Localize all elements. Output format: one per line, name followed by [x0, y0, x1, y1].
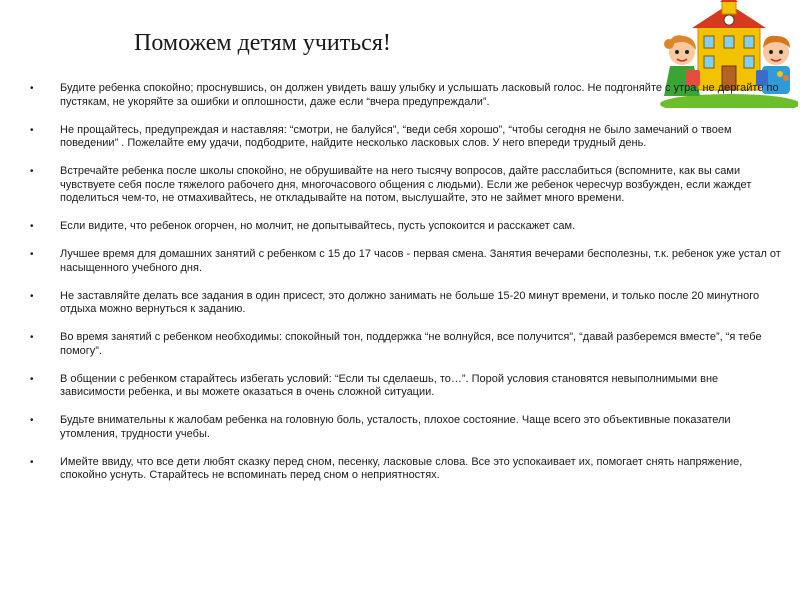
bullet-icon: •: [30, 166, 34, 177]
list-item: [30, 331, 786, 358]
advice-text: Не заставляйте делать все задания в один присест, это должно занимать не больше 15-20 минут времени, и только после 20 минутного отдыха можно вернуться к заданию.: [60, 289, 760, 315]
advice-text: Встречайте ребенка после школы спокойно, не обрушивайте на него тысячу вопросов, дайте расслабиться (вспомните, как вы сами чувствуете себя после тяжелого рабочего дня, многочасового общения с людьми). Если же ребенок чересчур возбужден, если жаждет поделиться чем-то, не отмахивайтесь, не откладывайте на потом, выслушайте, это не займет много времени.: [60, 165, 752, 204]
bullet-icon: •: [30, 124, 34, 136]
advice-text: Не прощайтесь, предупреждая и наставляя: “смотри, не балуйся”, “веди себя хорошо”, “чтобы сегодня не было замечаний о твоем поведении” . Пожелайте ему удачи, подбодрите, найдите несколько ласковых слов. У него впереди трудный день.: [60, 123, 732, 149]
list-item: [30, 248, 786, 275]
list-item: [30, 456, 786, 483]
bullet-icon: •: [30, 415, 34, 426]
advice-list: [30, 82, 786, 497]
bullet-icon: •: [30, 332, 34, 343]
advice-text: Будьте внимательны к жалобам ребенка на головную боль, усталость, плохое состояние. Чаще всего это объективные показатели утомления, трудности учебы.: [60, 414, 731, 440]
list-item: [30, 290, 786, 317]
bullet-icon: •: [30, 221, 34, 232]
list-item: [30, 82, 786, 109]
list-item: [30, 165, 786, 206]
list-item: [30, 220, 786, 234]
advice-text: Если видите, что ребенок огорчен, но молчит, не допытывайтесь, пусть успокоится и расскажет сам.: [60, 220, 576, 232]
list-item: [30, 124, 786, 151]
list-item: [30, 373, 786, 400]
advice-text: Будите ребенка спокойно; проснувшись, он должен увидеть вашу улыбку и услышать ласковый голос. Не подгоняйте с утра, не дергайте по пустякам, не укоряйте за ошибки и оплошности, даже если “вчера предупреждали”.: [60, 82, 779, 108]
bullet-icon: •: [30, 249, 34, 260]
list-item: [30, 414, 786, 441]
bullet-icon: •: [30, 290, 34, 302]
bullet-icon: •: [30, 373, 34, 385]
bullet-icon: •: [30, 83, 34, 94]
advice-text: Во время занятий с ребенком необходимы: спокойный тон, поддержка “не волнуйся, все получится”, “давай разберемся вместе”, “я тебе помогу”.: [60, 331, 762, 357]
advice-text: Лучшее время для домашних занятий с ребенком с 15 до 17 часов - первая смена. Занятия вечерами бесполезны, т.к. ребенок уже устал от насыщенного учебного дня.: [60, 248, 781, 274]
bullet-icon: •: [30, 456, 34, 468]
advice-text: В общении с ребенком старайтесь избегать условий: “Если ты сделаешь, то…”. Порой условия становятся невыполнимыми вне зависимости ребенка, и вы можете оказаться в очень сложной ситуации.: [60, 372, 719, 398]
page-title: Поможем детям учиться!: [134, 30, 391, 56]
advice-text: Имейте ввиду, что все дети любят сказку перед сном, песенку, ласковые слова. Все это успокаивает их, помогает снять напряжение, спокойно уснуть. Старайтесь не вспоминать перед сном о неприятностях.: [60, 455, 743, 481]
